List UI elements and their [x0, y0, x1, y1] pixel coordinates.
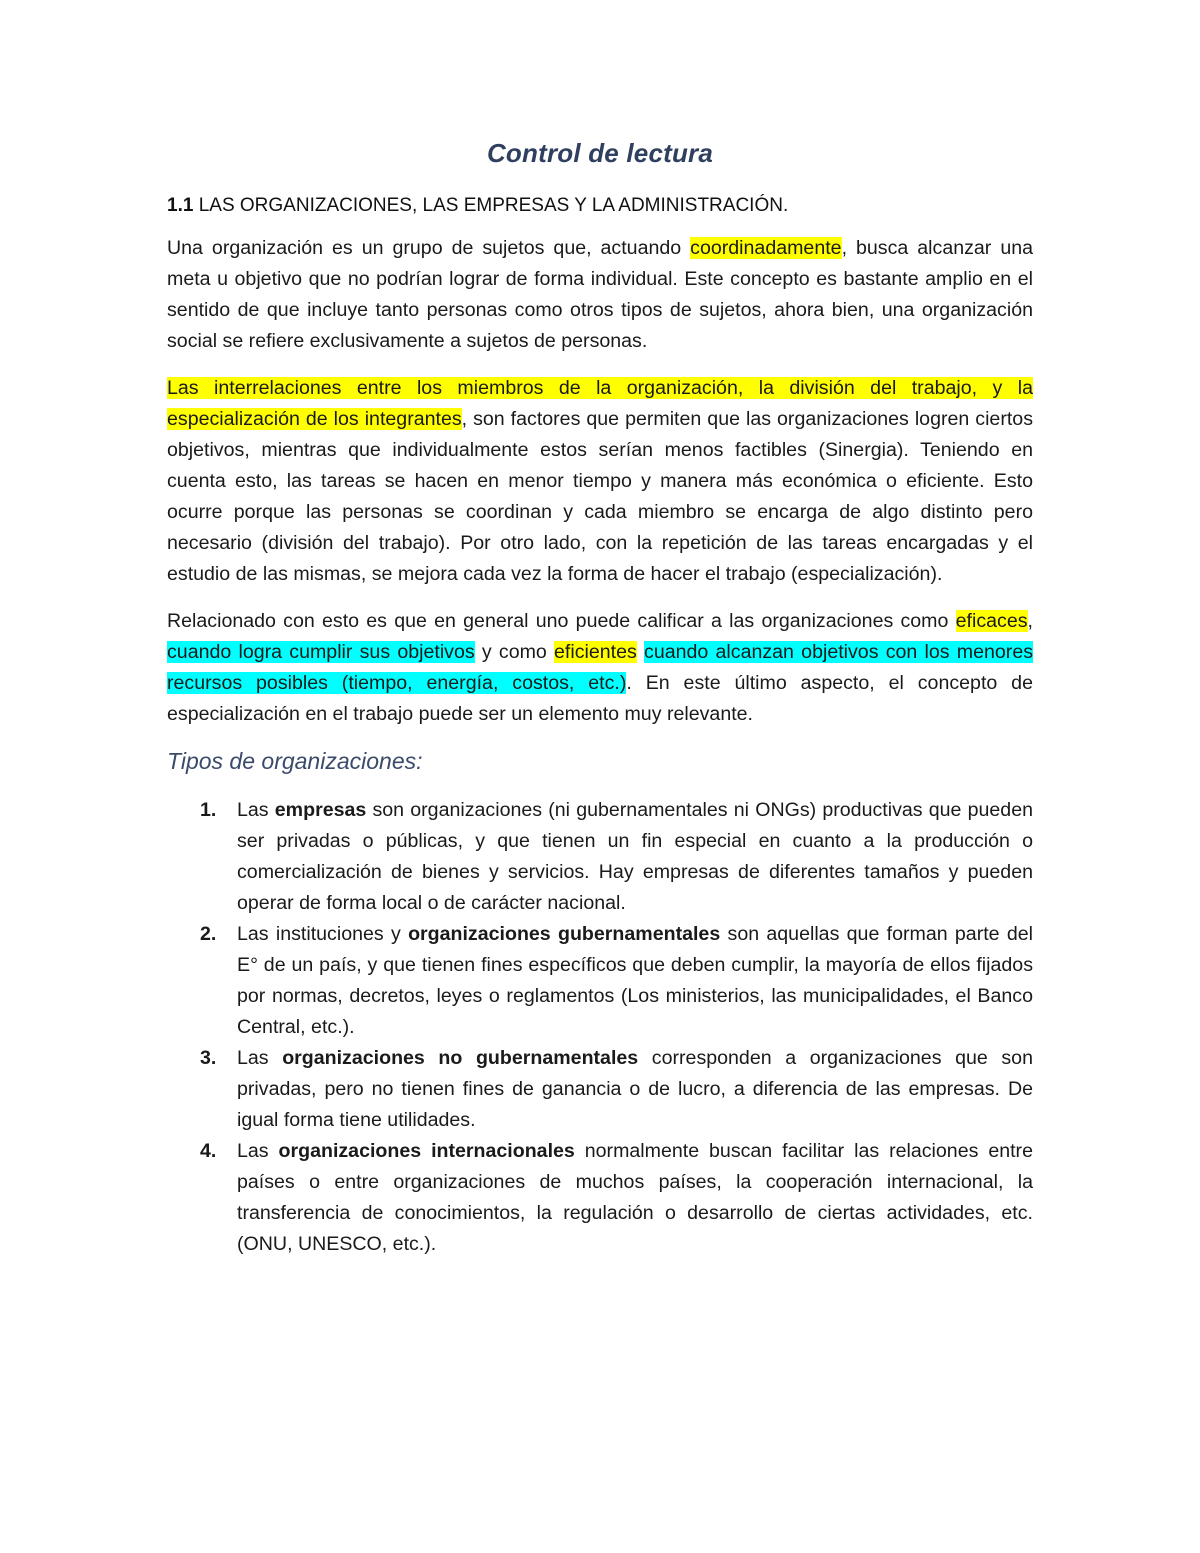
- list-item: [167, 1136, 1033, 1260]
- list-text: Las: [237, 1047, 283, 1069]
- list-term: organizaciones no gubernamentales: [282, 1047, 639, 1069]
- highlight-yellow: eficaces: [955, 610, 1028, 632]
- highlight-yellow: eficientes: [554, 641, 637, 663]
- list-term: organizaciones gubernamentales: [408, 923, 721, 945]
- paragraph-text: , son factores que permiten que las organizaciones logren ciertos objetivos, mientras que individualmente estos serían menos factibles (Sinergia). Teniendo en cuenta esto, las tareas se hacen en menor tiempo y manera más económica o eficiente. Esto ocurre porque las personas se coordinan y cada miembro se encarga de algo distinto pero necesario (división del trabajo). Por otro lado, con la repetición de las tareas encargadas y el estudio de las mismas, se mejora cada vez la forma de hacer el trabajo (especialización).: [167, 408, 1033, 585]
- list-text: corresponden a organizaciones que son privadas, pero no tienen fines de ganancia o de lucro, a diferencia de las empresas. De igual forma tiene utilidades.: [237, 1047, 1033, 1131]
- list-text: normalmente buscan facilitar las relaciones entre países o entre organizaciones de muchos países, la cooperación internacional, la transferencia de conocimientos, la regulación o desarrollo de ciertas actividades, etc. (ONU, UNESCO, etc.).: [237, 1140, 1033, 1255]
- subheading-types: Tipos de organizaciones:: [167, 748, 423, 774]
- section-title: LAS ORGANIZACIONES, LAS EMPRESAS Y LA ADMINISTRACIÓN.: [198, 195, 789, 216]
- paragraph-interrelations: [167, 373, 1033, 590]
- highlight-yellow: coordinadamente: [690, 237, 842, 259]
- paragraph-definition: [167, 233, 1033, 357]
- list-text: son aquellas que forman parte del E° de un país, y que tienen fines específicos que deben cumplir, la mayoría de ellos fijados por normas, decretos, leyes o reglamentos (Los ministerios, las municipalidades, el Banco Central, etc.).: [237, 923, 1033, 1038]
- list-text: son organizaciones (ni gubernamentales ni ONGs) productivas que pueden ser privadas o públicas, y que tienen un fin especial en cuanto a la producción o comercialización de bienes y servicios. Hay empresas de diferentes tamaños y pueden operar de forma local o de carácter nacional.: [237, 799, 1033, 914]
- list-text: Las instituciones y: [237, 923, 409, 945]
- highlight-cyan: cuando alcanzan objetivos con los menores recursos posibles (tiempo, energía, costos, etc.): [167, 641, 1034, 694]
- paragraph-text: , busca alcanzar una meta u objetivo que no podrían lograr de forma individual. Este concepto es bastante amplio en el sentido de que incluye tanto personas como otros tipos de sujetos, ahora bien, una organización social se refiere exclusivamente a sujetos de personas.: [167, 237, 1034, 352]
- list-item: [167, 1043, 1033, 1136]
- highlight-cyan: cuando logra cumplir sus objetivos: [167, 641, 475, 663]
- list-marker: 3.: [200, 1047, 217, 1069]
- section-heading: [167, 195, 1033, 217]
- paragraph-text: y como: [474, 641, 555, 663]
- list-item: [167, 919, 1033, 1043]
- highlight-yellow: Las interrelaciones entre los miembros de la organización, la división del trabajo, y la especialización de los integrantes: [167, 377, 1033, 430]
- paragraph-text: Relacionado con esto es que en general uno puede calificar a las organizaciones como: [167, 610, 956, 632]
- list-marker: 1.: [200, 799, 217, 821]
- organization-types-list: [167, 795, 1033, 1260]
- list-term: organizaciones internacionales: [278, 1140, 575, 1162]
- paragraph-text: Una organización es un grupo de sujetos que, actuando: [167, 237, 691, 259]
- paragraph-text: ,: [1027, 610, 1033, 632]
- paragraph-text: [637, 641, 644, 663]
- section-number: 1.1: [167, 195, 194, 216]
- list-item: [167, 795, 1033, 919]
- list-text: Las: [237, 799, 275, 821]
- paragraph-text: . En este último aspecto, el concepto de especialización en el trabajo puede ser un elemento muy relevante.: [167, 672, 1033, 725]
- list-term: empresas: [274, 799, 367, 821]
- paragraph-efficacy: [167, 606, 1033, 730]
- list-text: Las: [237, 1140, 279, 1162]
- list-marker: 4.: [200, 1140, 217, 1162]
- document-title: Control de lectura: [486, 138, 714, 168]
- list-marker: 2.: [200, 923, 217, 945]
